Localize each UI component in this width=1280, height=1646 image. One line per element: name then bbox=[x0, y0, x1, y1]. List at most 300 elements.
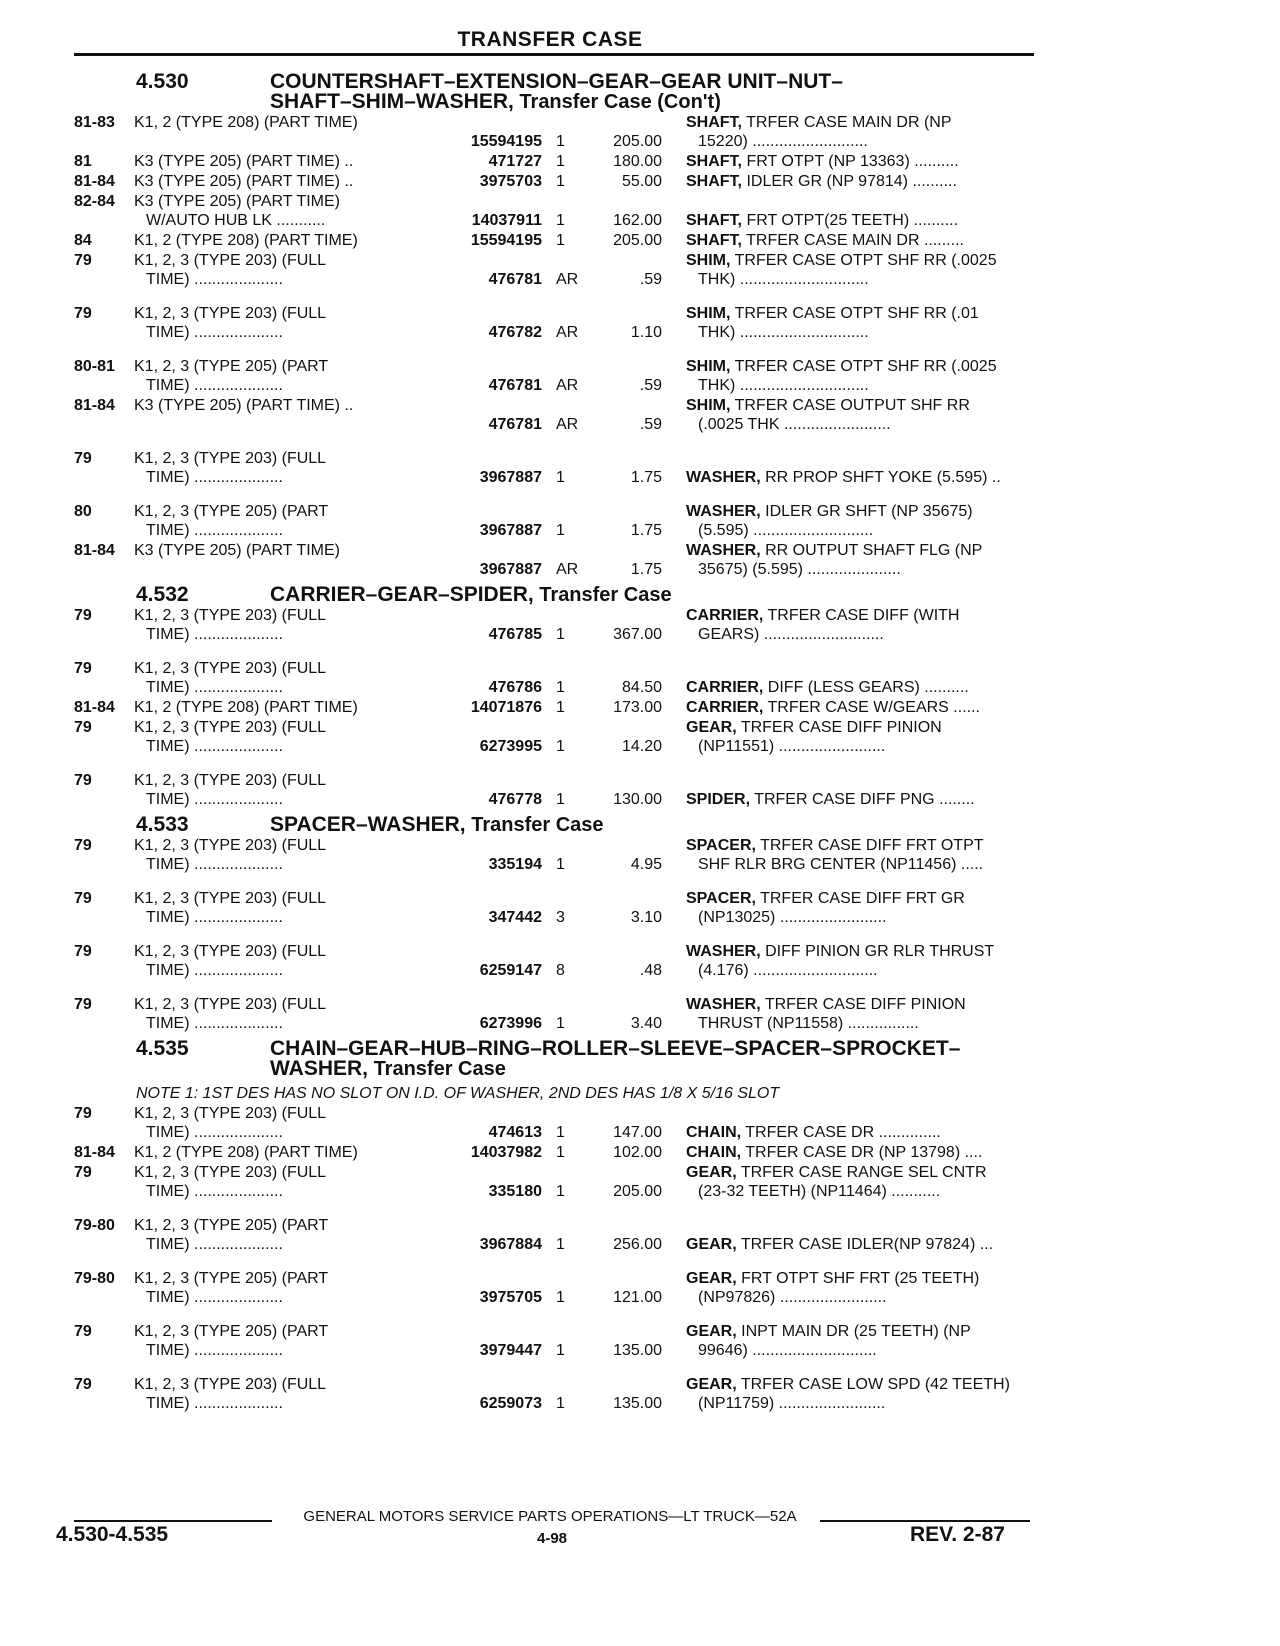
part-description bbox=[662, 995, 1034, 1033]
description-line: TRFER CASE W/GEARS ...... bbox=[767, 699, 980, 716]
part-row bbox=[74, 1104, 1034, 1142]
model-line: K1, 2, 3 (TYPE 205) (PART bbox=[134, 1270, 329, 1287]
description-line: FRT OTPT (NP 13363) .......... bbox=[746, 153, 959, 170]
model-application bbox=[134, 1322, 434, 1360]
model-application bbox=[134, 113, 434, 151]
model-application bbox=[134, 192, 434, 230]
part-name: CARRIER, bbox=[686, 679, 764, 696]
description-line: GEARS) ........................... bbox=[698, 626, 884, 643]
description-line: THK) ............................. bbox=[698, 377, 869, 394]
part-name: CARRIER, bbox=[686, 607, 764, 624]
model-year: 79 bbox=[74, 607, 92, 624]
model-line: K3 (TYPE 205) (PART TIME) bbox=[134, 193, 340, 210]
part-name: CHAIN, bbox=[686, 1124, 742, 1141]
section-number: 4.532 bbox=[136, 583, 189, 606]
description-line: (NP11759) ........................ bbox=[698, 1395, 886, 1412]
quantity: 1 bbox=[556, 626, 565, 643]
model-line: K1, 2, 3 (TYPE 203) (FULL bbox=[134, 837, 327, 854]
description-line: TRFER CASE MAIN DR (NP bbox=[746, 114, 952, 131]
quantity: 1 bbox=[556, 791, 565, 808]
part-number: 3967887 bbox=[479, 561, 542, 578]
part-row bbox=[74, 1375, 1034, 1413]
part-name: GEAR, bbox=[686, 1376, 737, 1393]
section-title-suffix: Transfer Case (Con't) bbox=[513, 91, 721, 113]
section-header bbox=[74, 585, 1034, 605]
section-title bbox=[270, 585, 1010, 605]
section-title-line: WASHER, bbox=[270, 1057, 369, 1080]
part-description bbox=[662, 1235, 1034, 1254]
model-line: TIME) .................... bbox=[146, 856, 283, 873]
part-description bbox=[662, 396, 1034, 434]
quantity: 1 bbox=[556, 133, 565, 150]
description-line: RR OUTPUT SHAFT FLG (NP bbox=[765, 542, 983, 559]
part-description bbox=[662, 357, 1034, 395]
part-description bbox=[662, 678, 1034, 697]
part-number: 14037982 bbox=[470, 1144, 542, 1161]
part-description bbox=[662, 113, 1034, 151]
part-description bbox=[662, 152, 1034, 171]
model-line: K1, 2, 3 (TYPE 205) (PART bbox=[134, 503, 329, 520]
part-description bbox=[662, 1143, 1034, 1162]
description-line: DIFF (LESS GEARS) .......... bbox=[767, 679, 969, 696]
description-line: (NP97826) ........................ bbox=[698, 1289, 887, 1306]
part-number: 3979447 bbox=[479, 1342, 542, 1359]
section-title bbox=[270, 1039, 1010, 1079]
model-application bbox=[134, 836, 434, 874]
price: .59 bbox=[639, 416, 662, 433]
description-line: (.0025 THK ........................ bbox=[698, 416, 891, 433]
model-application bbox=[134, 1104, 434, 1142]
part-number: 6259073 bbox=[479, 1395, 542, 1412]
model-application bbox=[134, 718, 434, 756]
model-application bbox=[134, 1163, 434, 1201]
part-row bbox=[74, 152, 1034, 171]
description-line: TRFER CASE MAIN DR ......... bbox=[746, 232, 964, 249]
part-name: GEAR, bbox=[686, 719, 737, 736]
part-number: 476781 bbox=[488, 377, 542, 394]
model-line: TIME) .................... bbox=[146, 469, 283, 486]
part-description bbox=[662, 1163, 1034, 1201]
section-title-line: SHAFT–SHIM–WASHER, bbox=[270, 90, 514, 113]
model-line: K1, 2, 3 (TYPE 203) (FULL bbox=[134, 996, 327, 1013]
description-line: 99646) ............................ bbox=[698, 1342, 877, 1359]
part-description bbox=[662, 698, 1034, 717]
part-description bbox=[662, 718, 1034, 756]
part-row bbox=[74, 836, 1034, 874]
model-line: K1, 2, 3 (TYPE 203) (FULL bbox=[134, 252, 327, 269]
section-header bbox=[74, 72, 1034, 112]
model-line: K3 (TYPE 205) (PART TIME) bbox=[134, 542, 340, 559]
part-row bbox=[74, 1216, 1034, 1254]
model-application bbox=[134, 606, 434, 644]
section-title-suffix: Transfer Case bbox=[533, 584, 672, 606]
part-number: 335180 bbox=[488, 1183, 542, 1200]
title-rule bbox=[74, 53, 1034, 56]
quantity: AR bbox=[556, 377, 579, 394]
part-number: 15594195 bbox=[470, 133, 542, 150]
part-number: 15594195 bbox=[470, 232, 542, 249]
model-application bbox=[134, 251, 434, 289]
part-name: SHAFT, bbox=[686, 153, 742, 170]
part-row bbox=[74, 1143, 1034, 1162]
price: 205.00 bbox=[613, 133, 662, 150]
part-name: WASHER, bbox=[686, 542, 761, 559]
quantity: AR bbox=[556, 271, 579, 288]
model-year: 84 bbox=[74, 232, 92, 249]
quantity: 1 bbox=[556, 1015, 565, 1032]
section-header bbox=[74, 815, 1034, 835]
model-application bbox=[134, 1143, 434, 1162]
part-name: SHAFT, bbox=[686, 232, 742, 249]
part-description bbox=[662, 211, 1034, 230]
model-line: K1, 2, 3 (TYPE 203) (FULL bbox=[134, 943, 327, 960]
description-line: TRFER CASE DIFF FRT GR bbox=[760, 890, 965, 907]
part-description bbox=[662, 790, 1034, 809]
model-year: 79 bbox=[74, 719, 92, 736]
model-line: K1, 2 (TYPE 208) (PART TIME) bbox=[134, 699, 358, 716]
section-title bbox=[270, 815, 1010, 835]
footer-publisher: GENERAL MOTORS SERVICE PARTS OPERATIONS—LT TRUCK—52A bbox=[303, 1508, 797, 1525]
model-line: TIME) .................... bbox=[146, 679, 283, 696]
description-line: THK) ............................. bbox=[698, 271, 869, 288]
model-year: 79-80 bbox=[74, 1270, 115, 1287]
model-line: K1, 2, 3 (TYPE 203) (FULL bbox=[134, 1105, 327, 1122]
description-line: (5.595) ........................... bbox=[698, 522, 874, 539]
quantity: 1 bbox=[556, 1289, 565, 1306]
part-name: SHAFT, bbox=[686, 173, 742, 190]
part-row bbox=[74, 304, 1034, 342]
part-description bbox=[662, 942, 1034, 980]
description-line: TRFER CASE DR .............. bbox=[745, 1124, 941, 1141]
model-line: K1, 2, 3 (TYPE 203) (FULL bbox=[134, 772, 327, 789]
footer-section-range: 4.530-4.535 bbox=[56, 1523, 169, 1546]
model-line: K1, 2, 3 (TYPE 203) (FULL bbox=[134, 1376, 327, 1393]
price: 367.00 bbox=[613, 626, 662, 643]
section-title-suffix: Transfer Case bbox=[465, 814, 604, 836]
model-line: K1, 2, 3 (TYPE 203) (FULL bbox=[134, 719, 327, 736]
price: 84.50 bbox=[621, 679, 662, 696]
description-line: TRFER CASE LOW SPD (42 TEETH) bbox=[740, 1376, 1010, 1393]
description-line: TRFER CASE DIFF PINION bbox=[740, 719, 942, 736]
price: 130.00 bbox=[613, 791, 662, 808]
part-description bbox=[662, 231, 1034, 250]
part-number: 3967884 bbox=[479, 1236, 542, 1253]
part-name: WASHER, bbox=[686, 503, 761, 520]
model-year: 79 bbox=[74, 660, 92, 677]
part-row bbox=[74, 1163, 1034, 1201]
part-number: 476786 bbox=[488, 679, 542, 696]
part-name: SPACER, bbox=[686, 837, 756, 854]
description-line: (NP13025) ........................ bbox=[698, 909, 887, 926]
model-year: 81-84 bbox=[74, 173, 115, 190]
description-line: IDLER GR SHFT (NP 35675) bbox=[765, 503, 973, 520]
price: 205.00 bbox=[613, 1183, 662, 1200]
part-name: SHAFT, bbox=[686, 114, 742, 131]
description-line: (NP11551) ........................ bbox=[698, 738, 886, 755]
model-line: TIME) .................... bbox=[146, 1395, 283, 1412]
part-number: 471727 bbox=[488, 153, 542, 170]
description-line: TRFER CASE DIFF PNG ........ bbox=[754, 791, 975, 808]
price: .59 bbox=[639, 271, 662, 288]
model-line: K1, 2, 3 (TYPE 205) (PART bbox=[134, 1217, 329, 1234]
model-application bbox=[134, 231, 434, 250]
part-number: 14037911 bbox=[471, 212, 542, 229]
model-line: K3 (TYPE 205) (PART TIME) .. bbox=[134, 153, 354, 170]
part-description bbox=[662, 1269, 1034, 1307]
quantity: 1 bbox=[556, 856, 565, 873]
section-number: 4.530 bbox=[136, 70, 189, 93]
part-row bbox=[74, 698, 1034, 717]
quantity: 1 bbox=[556, 738, 565, 755]
model-application bbox=[134, 698, 434, 717]
model-year: 80-81 bbox=[74, 358, 115, 375]
description-line: TRFER CASE DIFF (WITH bbox=[767, 607, 960, 624]
description-line: TRFER CASE IDLER(NP 97824) ... bbox=[740, 1236, 994, 1253]
quantity: 1 bbox=[556, 173, 565, 190]
description-line: SHF RLR BRG CENTER (NP11456) ..... bbox=[698, 856, 984, 873]
model-application bbox=[134, 172, 434, 191]
price: .48 bbox=[639, 962, 662, 979]
description-line: 15220) .......................... bbox=[698, 133, 868, 150]
part-row bbox=[74, 396, 1034, 434]
model-year: 81-84 bbox=[74, 397, 115, 414]
price: 3.10 bbox=[630, 909, 662, 926]
part-number: 476781 bbox=[488, 416, 542, 433]
model-year: 79 bbox=[74, 252, 92, 269]
section-header bbox=[74, 1039, 1034, 1079]
model-line: TIME) .................... bbox=[146, 1124, 283, 1141]
model-line: K1, 2, 3 (TYPE 203) (FULL bbox=[134, 305, 327, 322]
model-year: 81 bbox=[74, 153, 92, 170]
section-title-line: CARRIER–GEAR–SPIDER, bbox=[270, 583, 534, 606]
part-description bbox=[662, 1322, 1034, 1360]
part-name: SHIM, bbox=[686, 358, 731, 375]
part-number: 14071876 bbox=[470, 699, 542, 716]
model-year: 79 bbox=[74, 450, 92, 467]
model-line: K1, 2, 3 (TYPE 203) (FULL bbox=[134, 890, 327, 907]
part-number: 476785 bbox=[488, 626, 542, 643]
quantity: 1 bbox=[556, 1236, 565, 1253]
page-title: TRANSFER CASE bbox=[457, 28, 643, 51]
quantity: 1 bbox=[556, 522, 565, 539]
part-row bbox=[74, 659, 1034, 697]
quantity: AR bbox=[556, 324, 579, 341]
part-row bbox=[74, 942, 1034, 980]
section-title bbox=[270, 72, 1010, 112]
model-year: 79 bbox=[74, 837, 92, 854]
part-description bbox=[662, 304, 1034, 342]
part-description bbox=[662, 541, 1034, 579]
model-line: TIME) .................... bbox=[146, 522, 283, 539]
part-number: 6273996 bbox=[479, 1015, 542, 1032]
part-row bbox=[74, 192, 1034, 230]
price: .59 bbox=[639, 377, 662, 394]
description-line: TRFER CASE DIFF FRT OTPT bbox=[760, 837, 984, 854]
quantity: 1 bbox=[556, 1395, 565, 1412]
model-application bbox=[134, 396, 434, 434]
model-application bbox=[134, 502, 434, 540]
description-line: TRFER CASE OUTPUT SHF RR bbox=[734, 397, 970, 414]
model-application bbox=[134, 152, 434, 171]
part-row bbox=[74, 1269, 1034, 1307]
model-application bbox=[134, 1375, 434, 1413]
price: 14.20 bbox=[621, 738, 662, 755]
price: 147.00 bbox=[613, 1124, 662, 1141]
quantity: 1 bbox=[556, 699, 565, 716]
model-line: TIME) .................... bbox=[146, 962, 283, 979]
model-line: TIME) .................... bbox=[146, 791, 283, 808]
part-name: GEAR, bbox=[686, 1270, 737, 1287]
model-line: TIME) .................... bbox=[146, 377, 283, 394]
model-line: K1, 2, 3 (TYPE 203) (FULL bbox=[134, 1164, 327, 1181]
part-name: GEAR, bbox=[686, 1323, 737, 1340]
quantity: 8 bbox=[556, 962, 565, 979]
model-line: K1, 2 (TYPE 208) (PART TIME) bbox=[134, 1144, 358, 1161]
part-name: GEAR, bbox=[686, 1164, 737, 1181]
part-name: CARRIER, bbox=[686, 699, 764, 716]
model-application bbox=[134, 304, 434, 342]
part-row bbox=[74, 357, 1034, 395]
part-row bbox=[74, 449, 1034, 487]
part-number: 474613 bbox=[488, 1124, 542, 1141]
model-line: K1, 2, 3 (TYPE 205) (PART bbox=[134, 358, 329, 375]
description-line: FRT OTPT SHF FRT (25 TEETH) bbox=[741, 1270, 980, 1287]
model-line: TIME) .................... bbox=[146, 626, 283, 643]
price: 180.00 bbox=[613, 153, 662, 170]
model-year: 79 bbox=[74, 1164, 92, 1181]
model-line: W/AUTO HUB LK ........... bbox=[146, 212, 326, 229]
part-row bbox=[74, 172, 1034, 191]
price: 1.75 bbox=[630, 522, 662, 539]
quantity: 1 bbox=[556, 212, 565, 229]
quantity: 1 bbox=[556, 1342, 565, 1359]
model-application bbox=[134, 942, 434, 980]
model-line: TIME) .................... bbox=[146, 271, 283, 288]
section-note: NOTE 1: 1ST DES HAS NO SLOT ON I.D. OF WASHER, 2ND DES HAS 1/8 X 5/16 SLOT bbox=[136, 1085, 780, 1102]
section-title-line: COUNTERSHAFT–EXTENSION–GEAR–GEAR UNIT–NUT– bbox=[270, 70, 843, 93]
model-year: 79-80 bbox=[74, 1217, 115, 1234]
part-row bbox=[74, 113, 1034, 151]
price: 3.40 bbox=[630, 1015, 662, 1032]
model-year: 81-83 bbox=[74, 114, 115, 131]
part-name: SHIM, bbox=[686, 252, 731, 269]
part-description bbox=[662, 1123, 1034, 1142]
footer-page-number: 4-98 bbox=[536, 1530, 568, 1547]
part-number: 3967887 bbox=[479, 522, 542, 539]
description-line: THRUST (NP11558) ................ bbox=[698, 1015, 919, 1032]
part-name: WASHER, bbox=[686, 943, 761, 960]
model-line: K3 (TYPE 205) (PART TIME) .. bbox=[134, 173, 354, 190]
part-number: 6259147 bbox=[479, 962, 542, 979]
parts-catalog-content bbox=[74, 66, 1034, 1413]
part-row bbox=[74, 995, 1034, 1033]
part-number: 476782 bbox=[488, 324, 542, 341]
model-line: K1, 2, 3 (TYPE 203) (FULL bbox=[134, 607, 327, 624]
part-row bbox=[74, 718, 1034, 756]
section-number: 4.533 bbox=[136, 813, 189, 836]
model-year: 81-84 bbox=[74, 1144, 115, 1161]
model-line: K3 (TYPE 205) (PART TIME) .. bbox=[134, 397, 354, 414]
part-row bbox=[74, 1322, 1034, 1360]
quantity: 1 bbox=[556, 153, 565, 170]
model-line: TIME) .................... bbox=[146, 738, 283, 755]
part-row bbox=[74, 771, 1034, 809]
quantity: 1 bbox=[556, 469, 565, 486]
description-line: TRFER CASE OTPT SHF RR (.0025 bbox=[734, 358, 997, 375]
model-year: 79 bbox=[74, 996, 92, 1013]
quantity: AR bbox=[556, 561, 579, 578]
description-line: TRFER CASE RANGE SEL CNTR bbox=[740, 1164, 987, 1181]
quantity: 3 bbox=[556, 909, 565, 926]
price: 1.10 bbox=[630, 324, 662, 341]
footer-revision: REV. 2-87 bbox=[910, 1523, 1005, 1546]
quantity: AR bbox=[556, 416, 579, 433]
description-line: INPT MAIN DR (25 TEETH) (NP bbox=[741, 1323, 971, 1340]
model-year: 81-84 bbox=[74, 699, 115, 716]
model-year: 79 bbox=[74, 1105, 92, 1122]
part-name: SHIM, bbox=[686, 305, 731, 322]
price: 135.00 bbox=[613, 1342, 662, 1359]
part-description bbox=[662, 836, 1034, 874]
model-line: K1, 2, 3 (TYPE 205) (PART bbox=[134, 1323, 329, 1340]
description-line: TRFER CASE DR (NP 13798) .... bbox=[745, 1144, 983, 1161]
part-number: 3967887 bbox=[479, 469, 542, 486]
part-number: 6273995 bbox=[479, 738, 542, 755]
part-description bbox=[662, 606, 1034, 644]
part-row bbox=[74, 541, 1034, 579]
part-number: 3975703 bbox=[479, 173, 542, 190]
quantity: 1 bbox=[556, 679, 565, 696]
part-name: WASHER, bbox=[686, 469, 761, 486]
part-number: 3975705 bbox=[479, 1289, 542, 1306]
price: 162.00 bbox=[613, 212, 662, 229]
model-application bbox=[134, 771, 434, 809]
quantity: 1 bbox=[556, 1183, 565, 1200]
part-name: WASHER, bbox=[686, 996, 761, 1013]
model-year: 82-84 bbox=[74, 193, 115, 210]
footer-rule bbox=[74, 1520, 272, 1522]
model-application bbox=[134, 1216, 434, 1254]
model-year: 79 bbox=[74, 305, 92, 322]
description-line: 35675) (5.595) ..................... bbox=[698, 561, 901, 578]
model-line: TIME) .................... bbox=[146, 1342, 283, 1359]
price: 102.00 bbox=[613, 1144, 662, 1161]
part-description bbox=[662, 172, 1034, 191]
model-year: 79 bbox=[74, 1376, 92, 1393]
part-row bbox=[74, 606, 1034, 644]
model-application bbox=[134, 659, 434, 697]
section-title-line: CHAIN–GEAR–HUB–RING–ROLLER–SLEEVE–SPACER–SPROCKET– bbox=[270, 1037, 961, 1060]
part-row bbox=[74, 502, 1034, 540]
model-application bbox=[134, 889, 434, 927]
part-name: SPACER, bbox=[686, 890, 756, 907]
model-line: TIME) .................... bbox=[146, 1289, 283, 1306]
quantity: 1 bbox=[556, 1124, 565, 1141]
model-line: TIME) .................... bbox=[146, 1015, 283, 1032]
model-year: 79 bbox=[74, 890, 92, 907]
price: 55.00 bbox=[621, 173, 662, 190]
description-line: TRFER CASE OTPT SHF RR (.0025 bbox=[734, 252, 997, 269]
price: 1.75 bbox=[630, 561, 662, 578]
model-line: K1, 2 (TYPE 208) (PART TIME) bbox=[134, 114, 358, 131]
part-name: CHAIN, bbox=[686, 1144, 742, 1161]
part-description bbox=[662, 889, 1034, 927]
footer-rule bbox=[820, 1520, 1030, 1522]
model-application bbox=[134, 995, 434, 1033]
price: 121.00 bbox=[613, 1289, 662, 1306]
description-line: (4.176) ............................ bbox=[698, 962, 878, 979]
model-line: K1, 2 (TYPE 208) (PART TIME) bbox=[134, 232, 358, 249]
